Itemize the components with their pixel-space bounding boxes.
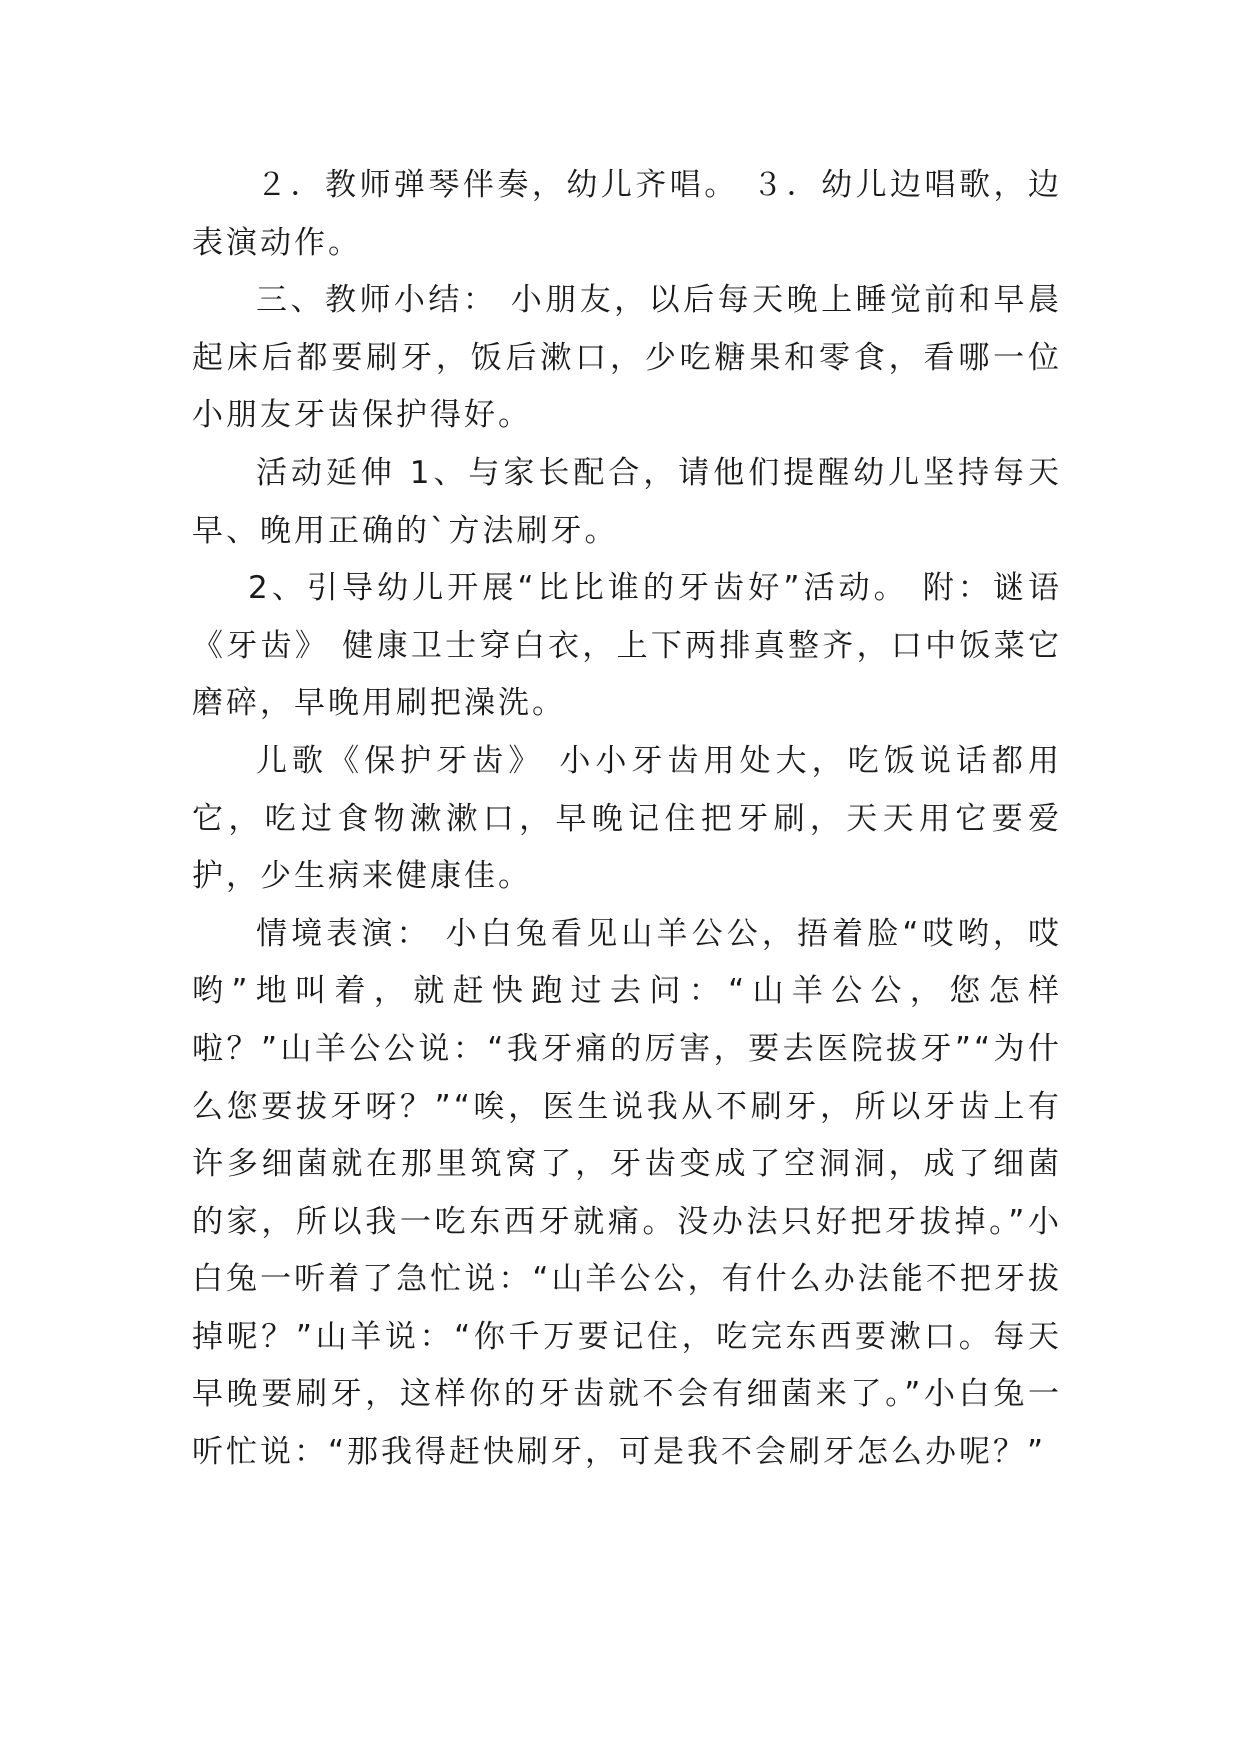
paragraph-role-play: 情境表演： 小白兔看见山羊公公，捂着脸“哎哟，哎哟”地叫着，就赶快跑过去问：“山羊公公，您怎样啦？”山羊公公说：“我牙痛的厉害，要去医院拔牙”“为什么您要拔牙呀？”“唉，医生说我从不刷牙，所以牙齿上有许多细菌就在那里筑窝了，牙齿变成了空洞洞，成了细菌的家，所以我一吃东西牙就痛。没办法只好把牙拔掉。”小白兔一听着了急忙说：“山羊公公，有什么办法能不把牙拔掉呢？”山羊说：“你千万要记住，吃完东西要漱口。每天早晚要刷牙，这样你的牙齿就不会有细菌来了。”小白兔一听忙说：“那我得赶快刷牙，可是我不会刷牙怎么办呢？” — [192, 915, 1062, 1471]
document-body — [192, 157, 1062, 1482]
paragraph-activity-extension: 活动延伸 1、与家长配合，请他们提醒幼儿坚持每天早、晚用正确的`方法刷牙。 — [192, 454, 1062, 549]
paragraph-teacher-summary: 三、教师小结： 小朋友，以后每天晚上睡觉前和早晨起床后都要刷牙，饭后漱口，少吃糖果和零食，看哪一位小朋友牙齿保护得好。 — [192, 282, 1062, 434]
paragraph-riddle: 2、引导幼儿开展“比比谁的牙齿好”活动。 附：谜语《牙齿》 健康卫士穿白衣，上下两排真整齐，口中饭菜它磨碎，早晚用刷把澡洗。 — [192, 570, 1062, 722]
paragraph-nursery-rhyme: 儿歌《保护牙齿》 小小牙齿用处大，吃饭说话都用它，吃过食物漱漱口，早晚记住把牙刷，天天用它要爱护，少生病来健康佳。 — [192, 742, 1062, 895]
paragraph-activity-steps: ２．教师弹琴伴奏，幼儿齐唱。 ３．幼儿边唱歌，边表演动作。 — [192, 167, 1062, 261]
